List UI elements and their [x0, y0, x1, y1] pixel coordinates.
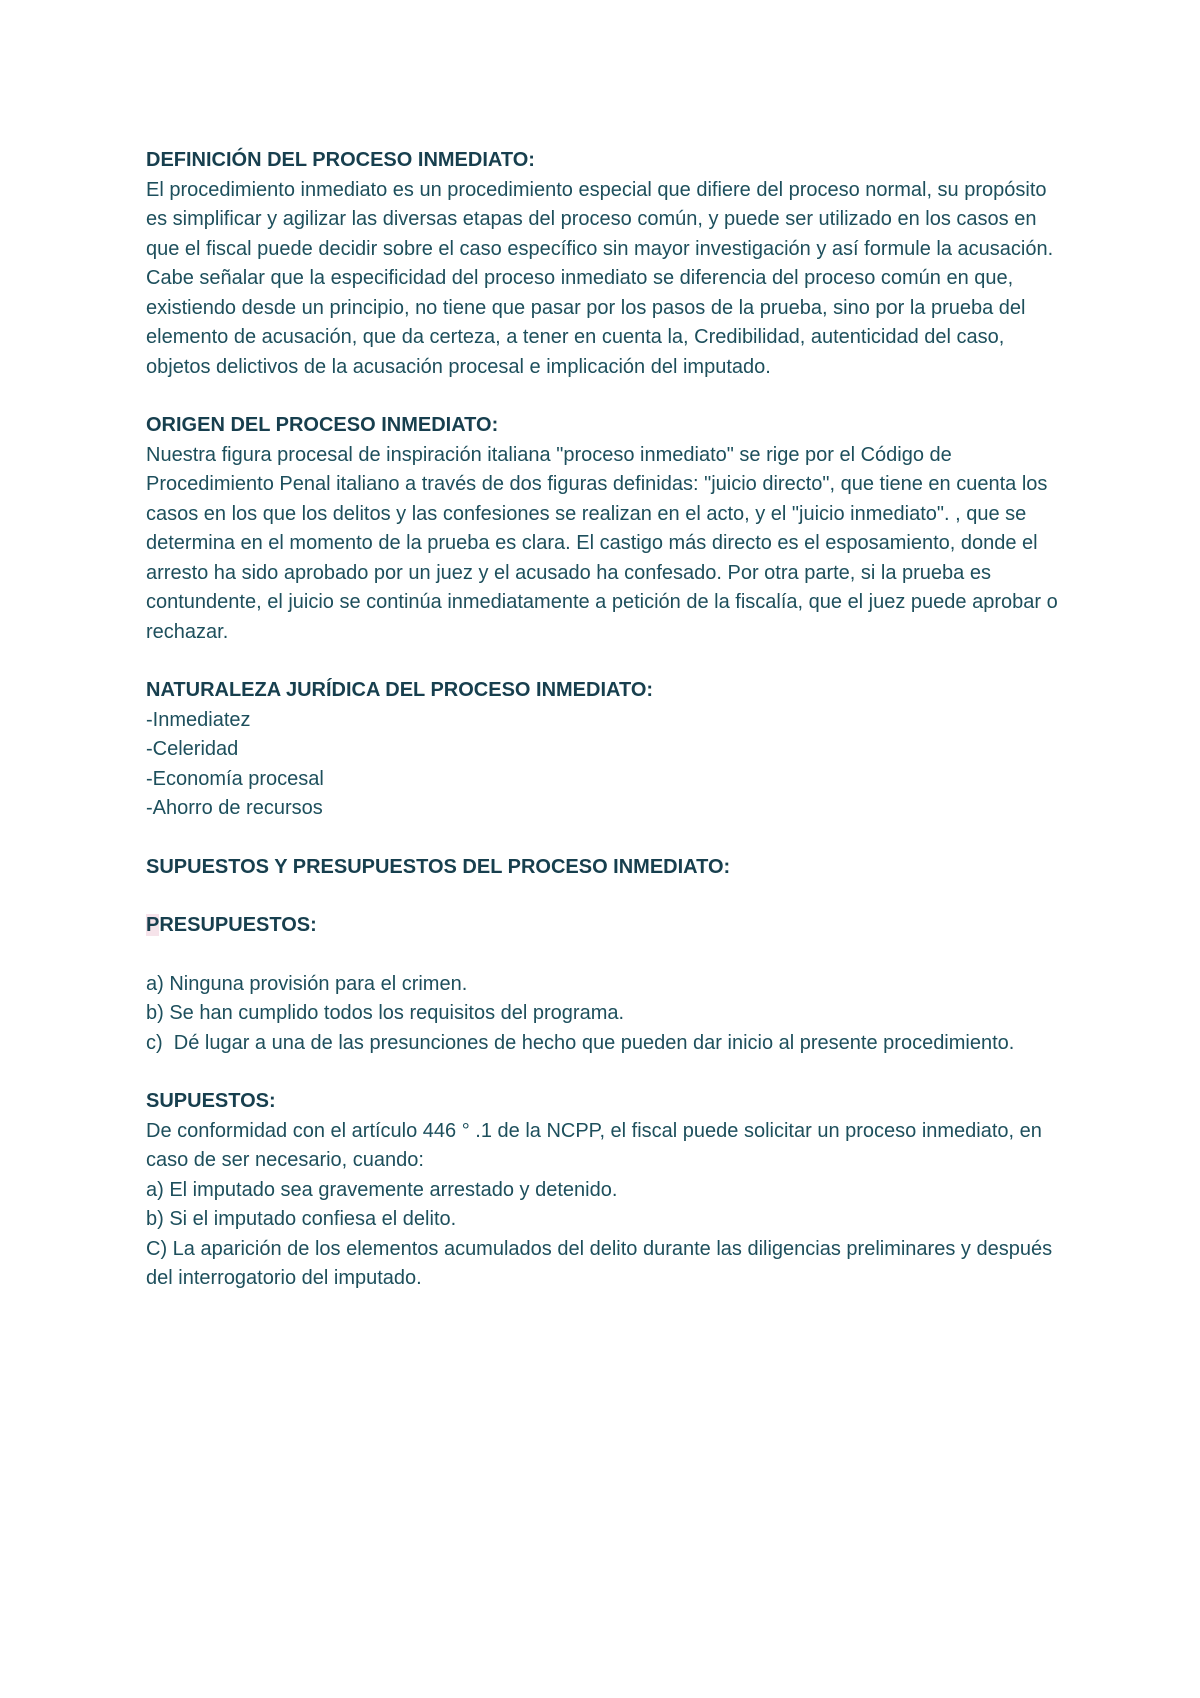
definicion-paragraph-1: El procedimiento inmediato es un procedimiento especial que difiere del proceso normal, su propósito es simplificar y agilizar las diversas etapas del proceso común, y puede ser utilizado en los casos en que el fiscal puede decidir sobre el caso específico sin mayor investigación y así formule la acusación. — [146, 178, 1054, 260]
presupuestos-item: c) Dé lugar a una de las presunciones de hecho que pueden dar inicio al presente procedimiento. — [146, 1031, 1015, 1054]
heading-presupuestos-text: RESUPUESTOS: — [159, 914, 317, 936]
heading-origen: ORIGEN DEL PROCESO INMEDIATO: — [146, 414, 499, 436]
text-highlight: P — [146, 914, 160, 936]
naturaleza-item: -Celeridad — [146, 738, 239, 760]
heading-naturaleza: NATURALEZA JURÍDICA DEL PROCESO INMEDIATO: — [146, 679, 654, 701]
origen-paragraph: Nuestra figura procesal de inspiración italiana "proceso inmediato" se rige por el Código de Procedimiento Penal italiano a través de dos figuras definidas: "juicio directo", que tiene en cuenta los casos en los que los delitos y las confesiones se realizan en el acto, y el "juicio inmediato". , que se determina en el momento de la prueba es clara. El castigo más directo es el esposamiento, donde el arresto ha sido aprobado por un juez y el acusado ha confesado. Por otra parte, si la prueba es contundente, el juicio se continúa inmediatamente a petición de la fiscalía, que el juez puede aprobar o rechazar. — [146, 443, 1058, 643]
spacer — [146, 647, 1066, 676]
definicion-paragraph-2: Cabe señalar que la especificidad del proceso inmediato se diferencia del proceso común en que, existiendo desde un principio, no tiene que pasar por los pasos de la prueba, sino por la prueba del elemento de acusación, que da certeza, a tener en cuenta la, Credibilidad, autenticidad del caso, objetos delictivos de la acusación procesal e implicación del imputado. — [146, 267, 1026, 378]
spacer — [146, 382, 1066, 411]
supuestos-item: C) La aparición de los elementos acumulados del delito durante las diligencias preliminares y después del interrogatorio del imputado. — [146, 1237, 1053, 1289]
spacer — [146, 824, 1066, 853]
spacer — [146, 1058, 1066, 1087]
document-page — [146, 146, 1066, 1294]
supuestos-item: a) El imputado sea gravemente arrestado y detenido. — [146, 1178, 618, 1201]
supuestos-item: b) Si el imputado confiesa el delito. — [146, 1208, 457, 1230]
heading-presupuestos — [146, 911, 1066, 941]
heading-supuestos-presupuestos: SUPUESTOS Y PRESUPUESTOS DEL PROCESO INMEDIATO: — [146, 855, 731, 878]
naturaleza-item: -Ahorro de recursos — [146, 797, 323, 819]
spacer — [146, 941, 1066, 970]
supuestos-intro: De conformidad con el artículo 446 ° .1 de la NCPP, el fiscal puede solicitar un proceso inmediato, en caso de ser necesario, cuando: — [146, 1119, 1042, 1171]
naturaleza-item: -Economía procesal — [146, 767, 324, 790]
naturaleza-item: -Inmediatez — [146, 708, 251, 731]
heading-supuestos: SUPUESTOS: — [146, 1090, 276, 1112]
presupuestos-item: a) Ninguna provisión para el crimen. — [146, 972, 468, 995]
spacer — [146, 882, 1066, 911]
presupuestos-item: b) Se han cumplido todos los requisitos del programa. — [146, 1002, 625, 1024]
heading-definicion: DEFINICIÓN DEL PROCESO INMEDIATO: — [146, 149, 535, 171]
